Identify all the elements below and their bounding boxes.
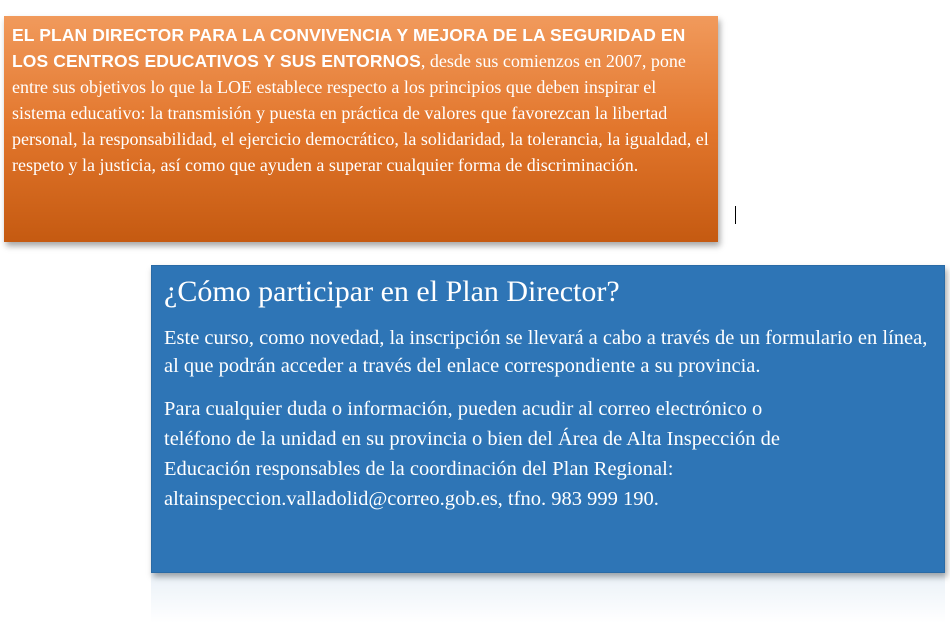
participate-info-box: [151, 265, 945, 573]
contact-email-phone: altainspeccion.valladolid@correo.gob.es, tfno. 983 999 190.: [164, 488, 659, 510]
contact-line-2: teléfono de la unidad en su provincia o bien del Área de Alta Inspección de: [164, 428, 780, 450]
contact-line-1: Para cualquier duda o información, pueden acudir al correo electrónico o: [164, 398, 763, 420]
box-reflection: [151, 573, 945, 623]
intro-body-text: , desde sus comienzos en 2007, pone entre sus objetivos lo que la LOE establece respecto a los principios que deben inspirar el sistema educativo: la transmisión y puesta en práctica de valores que favorezcan la libertad personal, la responsabilidad, el ejercicio democrático, la solidaridad, la tolerancia, la igualdad, el respeto y la justicia, así como que ayuden a superar cualquier forma de discriminación.: [12, 51, 709, 175]
participate-title: ¿Cómo participar en el Plan Director?: [164, 275, 620, 308]
participate-paragraph-2: [164, 394, 932, 514]
contact-line-3: Educación responsables de la coordinación del Plan Regional:: [164, 458, 674, 480]
text-cursor: [735, 206, 736, 224]
intro-lead-text: EL PLAN DIRECTOR PARA LA CONVIVENCIA Y MEJORA DE LA SEGURIDAD EN LOS CENTROS EDUCATIVOS Y SUS ENTORNOS: [12, 25, 686, 71]
participate-paragraph-1: Este curso, como novedad, la inscripción se llevará a cabo a través de un formulario en línea, al que podrán acceder a través del enlace correspondiente a su provincia.: [164, 327, 928, 377]
plan-director-intro-box: [4, 16, 718, 242]
